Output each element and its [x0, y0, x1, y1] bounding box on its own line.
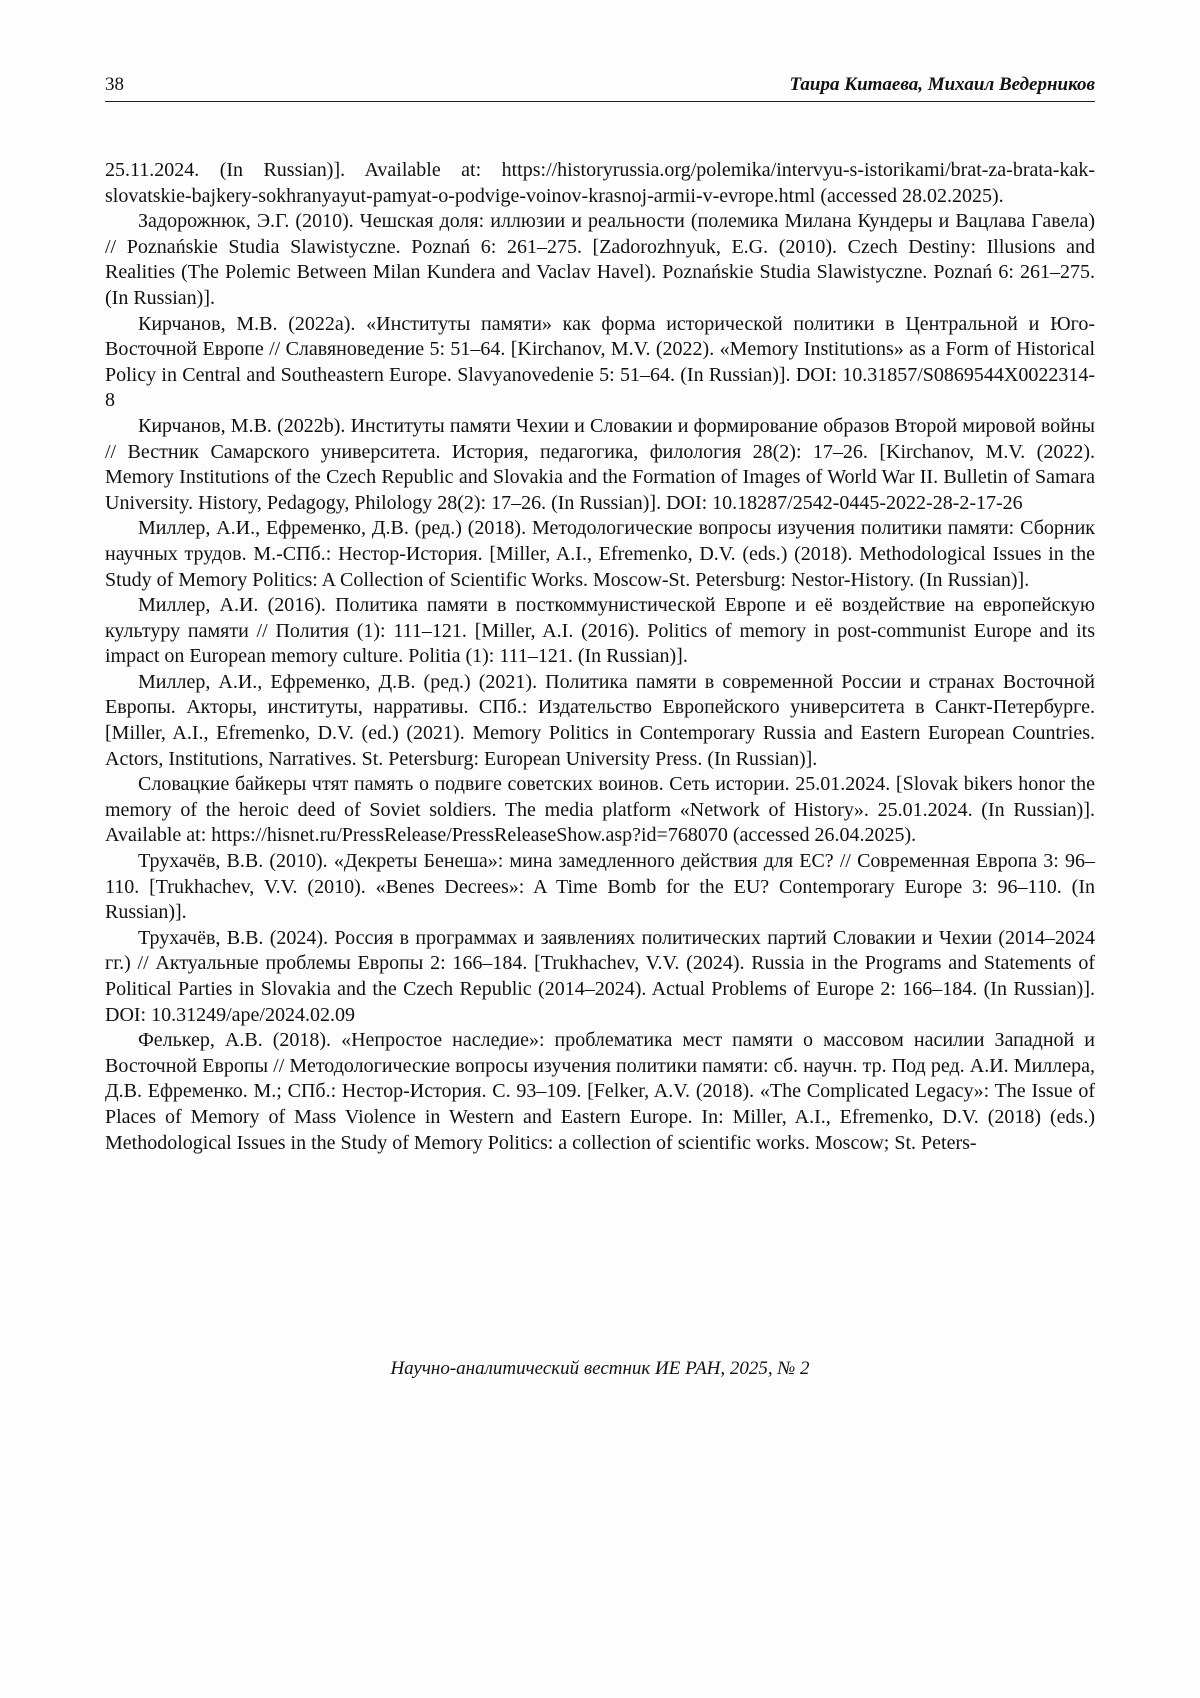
page-number: 38: [105, 74, 124, 95]
reference-entry: 25.11.2024. (In Russian)]. Available at: https://historyrussia.org/polemika/intervyu-s-istorikami/brat-za-brata-kak-slovatskie-bajkery-sokhranyayut-pamyat-o-podvige-voinov-krasnoj-armii-v-evrope.html (accessed 28.02.2025).: [105, 159, 1095, 207]
references-list: [105, 158, 1095, 1156]
reference-entry: Кирчанов, М.В. (2022a). «Институты памяти» как форма исторической политики в Центральной и Юго-Восточной Европе // Славяноведение 5: 51–64. [Kirchanov, M.V. (2022). «Memory Institutions» as a Form of Historical Policy in Central and Southeastern Europe. Slavyanovedenie 5: 51–64. (In Russian)]. DOI: 10.31857/S0869544X0022314-8: [105, 312, 1095, 412]
reference-entry: Фелькер, А.В. (2018). «Непростое наследие»: проблематика мест памяти о массовом насилии Западной и Восточной Европы // Методологические вопросы изучения политики памяти: сб. научн. тр. Под ред. А.И. Миллера, Д.В. Ефременко. М.; СПб.: Нестор-История. С. 93–109. [Felker, A.V. (2018). «The Complicated Legacy»: The Issue of Places of Memory of Mass Violence in Western and Eastern Europe. In: Miller, A.I., Efremenko, D.V. (2018) (eds.) Methodological Issues in the Study of Memory Politics: a collection of scientific works. Moscow; St. Peters-: [105, 1029, 1095, 1154]
reference-entry: Кирчанов, М.В. (2022b). Институты памяти Чехии и Словакии и формирование образов Второй мировой войны // Вестник Самарского университета. История, педагогика, филология 28(2): 17–26. [Kirchanov, M.V. (2022). Memory Institutions of the Czech Republic and Slovakia and the Formation of Images of World War II. Bulletin of Samara University. History, Pedagogy, Philology 28(2): 17–26. (In Russian)]. DOI: 10.18287/2542-0445-2022-28-2-17-26: [105, 414, 1095, 514]
running-title: Таира Китаева, Михаил Ведерников: [789, 74, 1095, 95]
header-rule: [105, 101, 1095, 102]
reference-entry: Трухачёв, В.В. (2024). Россия в программах и заявлениях политических партий Словакии и Чехии (2014–2024 гг.) // Актуальные проблемы Европы 2: 166–184. [Trukhachev, V.V. (2024). Russia in the Programs and Statements of Political Parties in Slovakia and the Czech Republic (2014–2024). Actual Problems of Europe 2: 166–184. (In Russian)]. DOI: 10.31249/ape/2024.02.09: [105, 926, 1095, 1026]
reference-entry: Задорожнюк, Э.Г. (2010). Чешская доля: иллюзии и реальности (полемика Милана Кундеры и Вацлава Гавела) // Poznańskie Studia Slawistyczne. Poznań 6: 261–275. [Zadorozhnyuk, E.G. (2010). Czech Destiny: Illusions and Realities (The Polemic Between Milan Kundera and Vaclav Havel). Poznańskie Studia Slawistyczne. Poznań 6: 261–275. (In Russian)].: [105, 210, 1095, 309]
page-footer: Научно-аналитический вестник ИЕ РАН, 2025, № 2: [390, 1358, 810, 1379]
reference-entry: Трухачёв, В.В. (2010). «Декреты Бенеша»: мина замедленного действия для ЕС? // Современная Европа 3: 96–110. [Trukhachev, V.V. (2010). «Benes Decrees»: A Time Bomb for the EU? Contemporary Europe 3: 96–110. (In Russian)].: [105, 850, 1095, 924]
page-header: [105, 74, 1095, 96]
reference-entry: Миллер, А.И., Ефременко, Д.В. (ред.) (2021). Политика памяти в современной России и странах Восточной Европы. Акторы, институты, нарративы. СПб.: Издательство Европейского университета в Санкт-Петербурге. [Miller, A.I., Efremenko, D.V. (ed.) (2021). Memory Politics in Contemporary Russia and Eastern European Countries. Actors, Institutions, Narratives. St. Petersburg: European University Press. (In Russian)].: [105, 670, 1095, 770]
reference-entry: Словацкие байкеры чтят память о подвиге советских воинов. Сеть истории. 25.01.2024. [Slovak bikers honor the memory of the heroic deed of Soviet soldiers. The media platform «Network of History». 25.01.2024. (In Russian)]. Available at: https://hisnet.ru/PressRelease/PressReleaseShow.asp?id=768070 (accessed 26.04.2025).: [105, 773, 1095, 847]
reference-entry: Миллер, А.И., Ефременко, Д.В. (ред.) (2018). Методологические вопросы изучения политики памяти: Сборник научных трудов. М.-СПб.: Нестор-История. [Miller, A.I., Efremenko, D.V. (eds.) (2018). Methodological Issues in the Study of Memory Politics: A Collection of Scientific Works. Moscow-St. Petersburg: Nestor-History. (In Russian)].: [105, 517, 1095, 591]
reference-entry: Миллер, А.И. (2016). Политика памяти в посткоммунистической Европе и её воздействие на европейскую культуру памяти // Полития (1): 111–121. [Miller, A.I. (2016). Politics of memory in post-communist Europe and its impact on European memory culture. Politia (1): 111–121. (In Russian)].: [105, 594, 1095, 668]
